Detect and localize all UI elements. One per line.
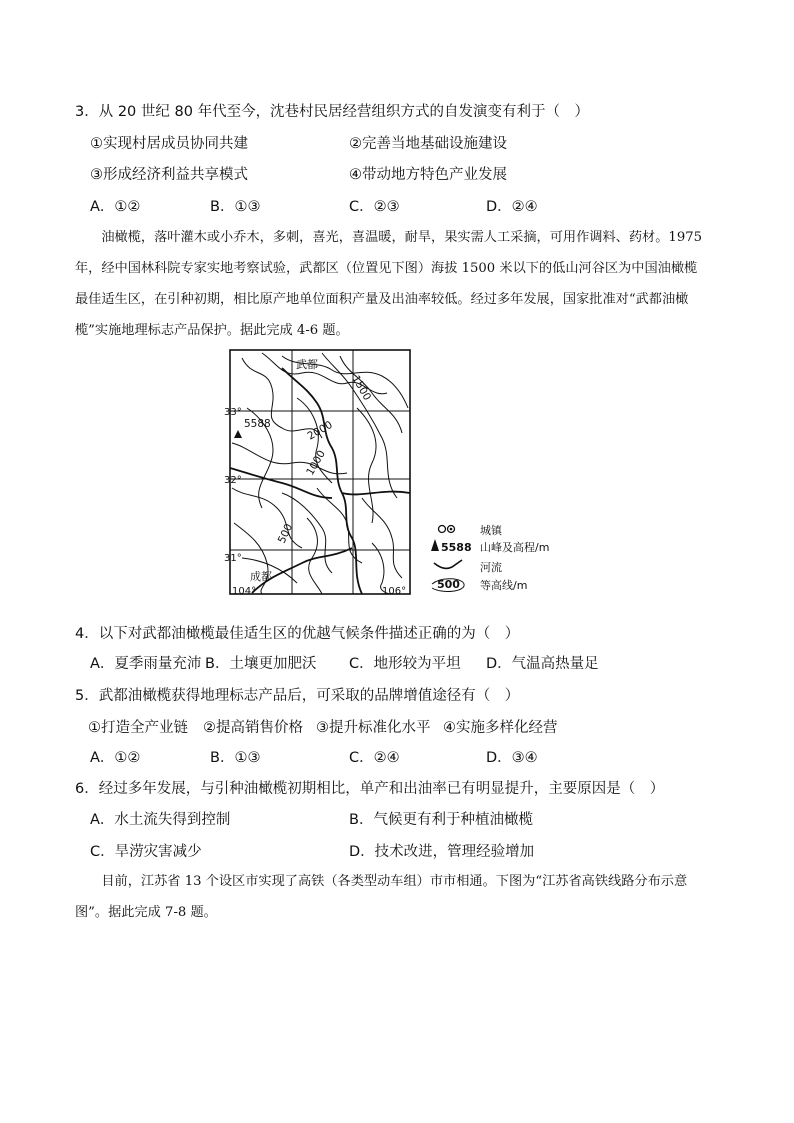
- contour-label-2000: 2000: [305, 418, 335, 443]
- q3-item-2: ②完善当地基础设施建设: [349, 136, 507, 152]
- contour-label-500: 500: [275, 522, 296, 546]
- q3-stem: 3．从 20 世纪 80 年代至今，沈巷村民居经营组织方式的自发演变有利于（ ）: [75, 104, 590, 120]
- q5-item-1: ①打造全产业链: [88, 720, 188, 736]
- lat-label-32: 32°: [224, 475, 242, 486]
- q3-item-1: ①实现村居成员协同共建: [90, 136, 248, 152]
- contour-label-1000: 1000: [304, 448, 328, 478]
- peak-elevation: 5588: [244, 418, 271, 430]
- q6-stem: 6．经过多年发展，与引种油橄榄初期相比，单产和出油率已有明显提升，主要原因是（ ）: [75, 781, 665, 797]
- legend-peak-value: 5588: [441, 541, 472, 554]
- lon-label-106: 106°: [382, 586, 407, 597]
- legend-contour-value: 500: [437, 578, 460, 591]
- lon-label-104: 104°: [232, 586, 257, 597]
- legend-river: 河流: [480, 561, 502, 574]
- q6-choice-d[interactable]: D．技术改进，管理经验增加: [349, 844, 535, 860]
- lat-label-33: 33°: [224, 407, 242, 418]
- peak-icon: [234, 430, 242, 438]
- q3-choice-c[interactable]: C．②③: [349, 199, 400, 215]
- city-wudu: 武都: [296, 358, 318, 371]
- legend-peak: 山峰及高程/m: [480, 541, 550, 554]
- q4-stem: 4．以下对武都油橄榄最佳适生区的优越气候条件描述正确的为（ ）: [75, 626, 520, 642]
- q4-choice-c[interactable]: C．地形较为平坦: [349, 656, 461, 672]
- city-chengdu: 成都: [250, 570, 272, 583]
- q5-choice-a[interactable]: A．①②: [90, 750, 141, 766]
- legend-contour: 等高线/m: [480, 579, 528, 592]
- contour-label-1500: 1500: [349, 373, 374, 403]
- q6-choice-c[interactable]: C．旱涝灾害减少: [90, 844, 202, 860]
- q3-item-3: ③形成经济利益共享模式: [90, 167, 248, 183]
- passage-jiangsu-line-2: 图”。据此完成 7-8 题。: [75, 905, 217, 920]
- q4-choice-d[interactable]: D．气温高热量足: [486, 656, 599, 672]
- town-icon: [439, 526, 446, 533]
- q3-choice-d[interactable]: D．②④: [486, 199, 538, 215]
- q4-choice-b[interactable]: B．土壤更加肥沃: [205, 656, 317, 672]
- passage-olive-line-3: 最佳适生区，在引种初期，相比原产地单位面积产量及出油率较低。经过多年发展，国家批准对“武都油橄: [75, 292, 689, 307]
- q5-item-2: ②提高销售价格: [203, 720, 303, 736]
- passage-olive: [75, 222, 725, 346]
- q5-choice-b[interactable]: B．①③: [210, 750, 261, 766]
- q5-stem: 5．武都油橄榄获得地理标志产品后，可采取的品牌增值途径有（ ）: [75, 688, 520, 704]
- q5-item-4: ④实施多样化经营: [443, 720, 558, 736]
- passage-jiangsu-line-1: 目前，江苏省 13 个设区市实现了高铁（各类型动车组）市市相通。下图为“江苏省高铁线路分布示意: [75, 874, 688, 889]
- q5-choice-c[interactable]: C．②④: [349, 750, 400, 766]
- legend-peak-icon: [431, 539, 439, 551]
- passage-olive-line-4: 榄”实施地理标志产品保护。据此完成 4-6 题。: [75, 323, 349, 338]
- legend-town: 城镇: [480, 524, 502, 537]
- wudu-terrain-map: [222, 348, 550, 600]
- map-legend: [431, 523, 549, 592]
- q6-choice-a[interactable]: A．水土流失得到控制: [90, 812, 231, 828]
- legend-river-icon: [434, 560, 462, 568]
- lat-label-31: 31°: [224, 553, 242, 564]
- passage-olive-line-2: 年，经中国林科院专家实地考察试验，武都区（位置见下图）海拔 1500 米以下的低山河谷区为中国油橄榄: [75, 261, 698, 276]
- q4-choice-a[interactable]: A．夏季雨量充沛: [90, 656, 202, 672]
- passage-olive-line-1: 油橄榄，落叶灌木或小乔木，多刺，喜光，喜温暖，耐旱，果实需人工采摘，可用作调料、药材。1975: [75, 230, 702, 245]
- q5-item-3: ③提升标准化水平: [316, 720, 431, 736]
- q3-item-4: ④带动地方特色产业发展: [349, 167, 507, 183]
- q3-choice-b[interactable]: B．①③: [210, 199, 261, 215]
- passage-jiangsu: [75, 866, 725, 928]
- q6-choice-b[interactable]: B．气候更有利于种植油橄榄: [349, 812, 533, 828]
- q3-choice-a[interactable]: A．①②: [90, 199, 141, 215]
- q5-choice-d[interactable]: D．③④: [486, 750, 538, 766]
